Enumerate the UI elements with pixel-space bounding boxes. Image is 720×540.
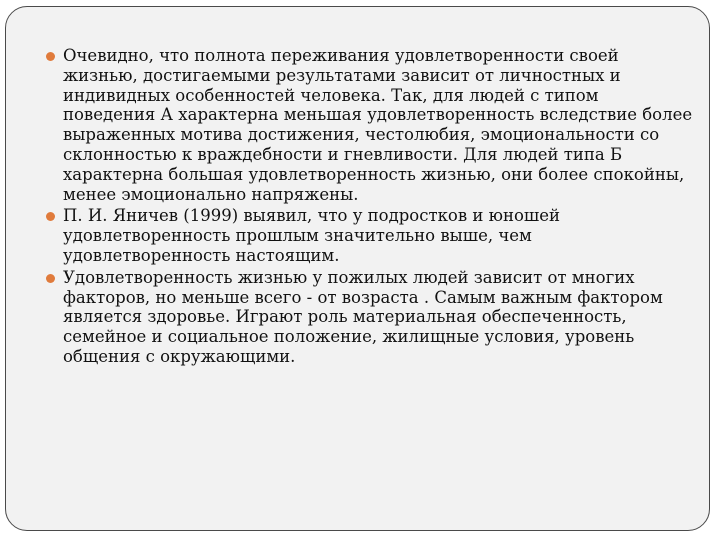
bullet-text-3: Удовлетворенность жизнью у пожилых людей зависит от многих факторов, но меньше всего - от возраста . Самым важным фактором является здоровье. Играют роль материальная обеспеченность, семейное и социальное положение, жилищные условия, уровень общения с окружающими.	[63, 267, 663, 366]
bullet-text-2: П. И. Яничев (1999) выявил, что у подростков и юношей удовлетворенность прошлым значительно выше, чем удовлетворенность настоящим.	[63, 206, 561, 265]
bullet-dot-icon	[46, 274, 55, 283]
bullet-list	[46, 46, 696, 369]
bullet-item-1	[46, 46, 696, 204]
bullet-text-1: Очевидно, что полнота переживания удовлетворенности своей жизнью, достигаемыми результатами зависит от личностных и индивидных особенностей человека. Так, для людей с типом поведения А характерна меньшая удовлетворенность вследствие более выраженных мотива достижения, честолюбия, эмоциональности со склонностью к враждебности и гневливости. Для людей типа Б характерна большая удовлетворенность жизнью, они более спокойны, менее эмоционально напряжены.	[63, 46, 693, 204]
bullet-dot-icon	[46, 212, 55, 221]
bullet-item-3	[46, 268, 696, 367]
bullet-item-2	[46, 206, 696, 265]
bullet-dot-icon	[46, 52, 55, 61]
